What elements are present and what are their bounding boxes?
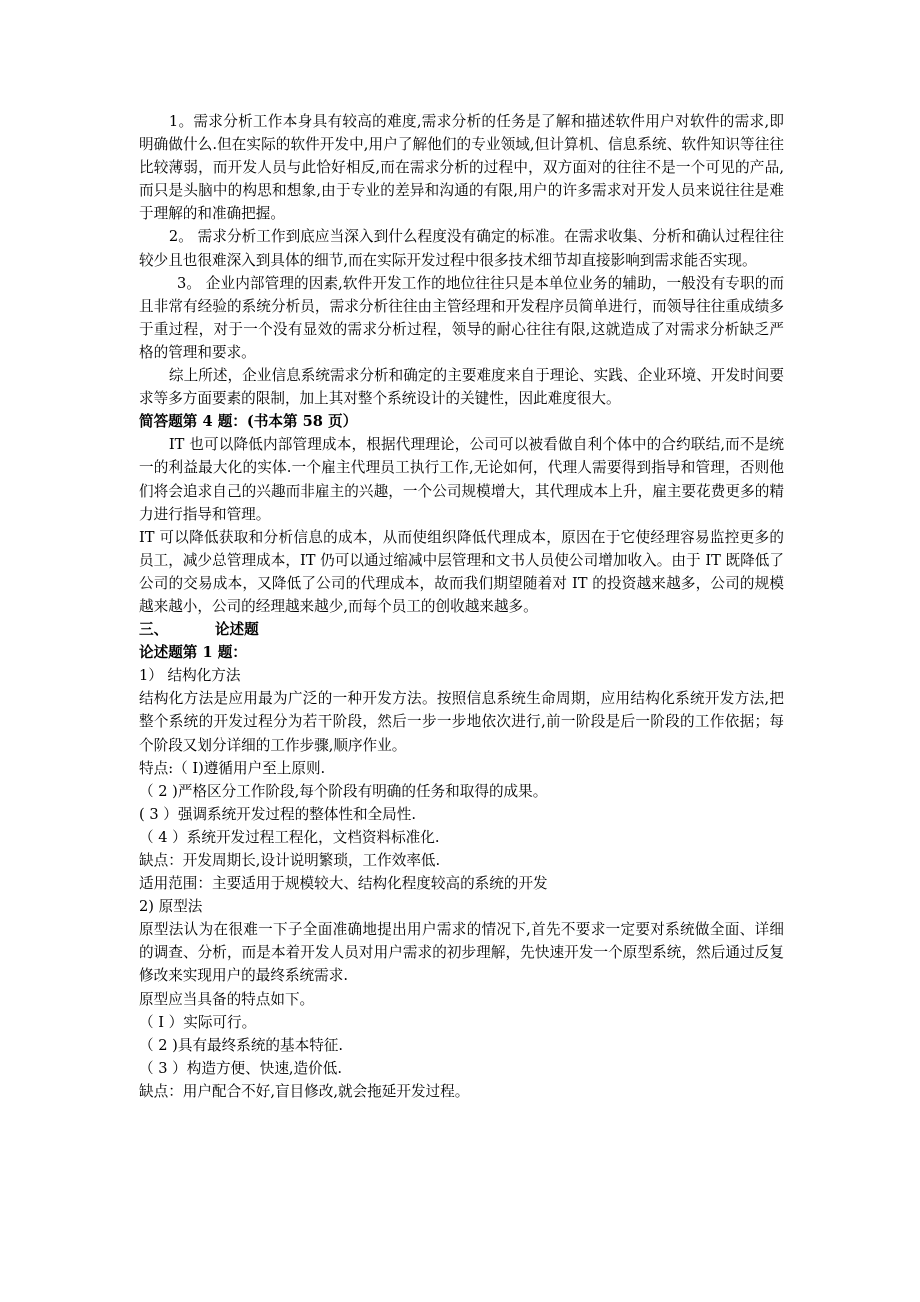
- structured-feature-3: ( 3 ）强调系统开发过程的整体性和全局性.: [139, 805, 416, 823]
- structured-feature-1: 特点:（ I)遵循用户至上原则.: [139, 759, 326, 777]
- prototype-feature-3: （ 3 ）构造方便、快速,造价低.: [139, 1059, 342, 1077]
- prototype-method-desc: 原型法认为在很难一下子全面准确地提出用户需求的情况下,首先不要求一定要对系统做全面、详细的调查、分析，而是本着开发人员对用户需求的初步理解，先快速开发一个原型系统，然后通过反复修改来实现用户的最终系统需求.: [139, 921, 784, 985]
- structured-feature-2: （ 2 )严格区分工作阶段,每个阶段有明确的任务和取得的成果。: [139, 782, 548, 800]
- prototype-intro: 原型应当具备的特点如下。: [139, 990, 315, 1008]
- prototype-cons: 缺点：用户配合不好,盲目修改,就会拖延开发过程。: [139, 1082, 470, 1100]
- paragraph-difficulty-1: 1。需求分析工作本身具有较高的难度,需求分析的任务是了解和描述软件用户对软件的需求,即明确做什么.但在实际的软件开发中,用户了解他们的专业领域,但计算机、信息系统、软件知识等往往比较薄弱，而开发人员与此恰好相反,而在需求分析的过程中，双方面对的往往不是一个可见的产品,而只是头脑中的构思和想象,由于专业的差异和沟通的有限,用户的许多需求对开发人员来说往往是难于理解的和准确把握。: [139, 113, 784, 223]
- heading-question-4: 简答题第 4 题：(书本第 58 页）: [139, 413, 358, 431]
- prototype-feature-1: （ I ）实际可行。: [139, 1013, 257, 1031]
- structured-feature-4: （ 4 ）系统开发过程工程化，文档资料标准化.: [139, 828, 440, 846]
- paragraph-summary: 综上所述，企业信息系统需求分析和确定的主要难度来自于理论、实践、企业环境、开发时间要求等多方面要素的限制，加上其对整个系统设计的关键性，因此难度很大。: [139, 367, 784, 408]
- paragraph-q4-2: IT 可以降低获取和分析信息的成本，从而使组织降低代理成本，原因在于它使经理容易监控更多的员工，减少总管理成本，IT 仍可以通过缩减中层管理和文书人员使公司增加收入。由于 IT 既降低了公司的交易成本，又降低了公司的代理成本，故而我们期望随着对 IT 的投资越来越多，公司的规模越来越小，公司的经理越来越少,而每个员工的创收越来越多。: [139, 528, 784, 615]
- heading-section-three: [139, 618, 784, 641]
- section-three-number: 三、: [139, 621, 169, 639]
- heading-essay-question-1: 论述题第 1 题：: [139, 644, 247, 662]
- prototype-feature-2: （ 2 )具有最终系统的基本特征.: [139, 1036, 344, 1054]
- paragraph-difficulty-3: 3。 企业内部管理的因素,软件开发工作的地位往往只是本单位业务的辅助，一般没有专职的而且非常有经验的系统分析员，需求分析往往由主管经理和开发程序员简单进行，而领导往往重成绩多于重过程，对于一个没有显效的需求分析过程，领导的耐心往往有限,这就造成了对需求分析缺乏严格的管理和要求。: [139, 274, 784, 361]
- prototype-method-title: 2) 原型法: [139, 898, 203, 916]
- document-page: [139, 110, 784, 1103]
- paragraph-difficulty-2: 2。 需求分析工作到底应当深入到什么程度没有确定的标准。在需求收集、分析和确认过程往往较少且也很难深入到具体的细节,而在实际开发过程中很多技术细节却直接影响到需求能否实现。: [139, 228, 784, 269]
- section-three-title: 论述题: [214, 621, 259, 639]
- paragraph-q4-1: IT 也可以降低内部管理成本，根据代理理论，公司可以被看做自利个体中的合约联结,而不是统一的利益最大化的实体.一个雇主代理员工执行工作,无论如何，代理人需要得到指导和管理，否则他们将会追求自己的兴趣而非雇主的兴趣，一个公司规模增大，其代理成本上升，雇主要花费更多的精力进行指导和管理。: [139, 436, 784, 523]
- structured-method-title: 1） 结构化方法: [139, 667, 241, 685]
- structured-method-desc: 结构化方法是应用最为广泛的一种开发方法。按照信息系统生命周期，应用结构化系统开发方法,把整个系统的开发过程分为若干阶段，然后一步一步地依次进行,前一阶段是后一阶段的工作依据；每个阶段又划分详细的工作步骤,顺序作业。: [139, 690, 784, 754]
- structured-scope: 适用范围：主要适用于规模较大、结构化程度较高的系统的开发: [139, 875, 548, 893]
- structured-cons: 缺点：开发周期长,设计说明繁琐，工作效率低.: [139, 852, 441, 869]
